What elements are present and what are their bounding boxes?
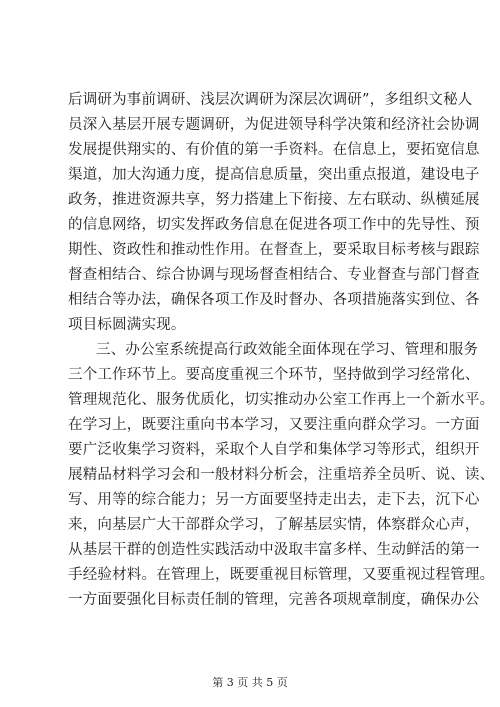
text-line: 的信息网络，切实发挥政务信息在促进各项工作中的先导性、预 — [68, 217, 480, 233]
text-line: 手经验材料。在管理上，既要重视目标管理，又要重视过程管理。 — [68, 567, 495, 583]
body-text — [68, 88, 495, 613]
text-line: 后调研为事前调研、浅层次调研为深层次调研”，多组织文秘人 — [68, 92, 473, 108]
text-line: 期性、资政性和推动性作用。在督查上，要采取目标考核与跟踪 — [68, 242, 480, 258]
page-number-footer: 第 3 页 共 5 页 — [212, 676, 288, 689]
paragraph-2 — [68, 338, 479, 363]
text-line: 写、用等的综合能力；另一方面要坚持走出去，走下去，沉下心 — [68, 492, 480, 508]
text-line: 展精品材料学习会和一般材料分析会，注重培养全员听、说、读、 — [68, 467, 495, 483]
text-line: 督查相结合、综合协调与现场督查相结合、专业督查与部门督查 — [68, 267, 480, 283]
text-line: 要广泛收集学习资料，采取个人自学和集体学习等形式，组织开 — [68, 442, 480, 458]
text-line: 发展提供翔实的、有价值的第一手资料。在信息上，要拓宽信息 — [68, 142, 480, 158]
text-line: 三、办公室系统提高行政效能全面体现在学习、管理和服务 — [96, 342, 479, 358]
text-line: 渠道，加大沟通力度，提高信息质量，突出重点报道，建设电子 — [68, 167, 480, 183]
text-line: 在学习上，既要注重向书本学习，又要注重向群众学习。一方面 — [68, 417, 480, 433]
text-line: 一方面要强化目标责任制的管理，完善各项规章制度，确保办公 — [68, 592, 480, 608]
text-line: 管理规范化、服务优质化，切实推动办公室工作再上一个新水平。 — [68, 392, 495, 408]
paragraph-2-continued — [68, 363, 495, 613]
text-line: 员深入基层开展专题调研，为促进领导科学决策和经济社会协调 — [68, 117, 480, 133]
text-line: 来，向基层广大干部群众学习，了解基层实情，体察群众心声， — [68, 517, 480, 533]
paragraph-1 — [68, 88, 480, 338]
text-line: 政务，推进资源共享，努力搭建上下衔接、左右联动、纵横延展 — [68, 192, 480, 208]
text-line: 从基层干群的创造性实践活动中汲取丰富多样、生动鲜活的第一 — [68, 542, 480, 558]
text-line: 项目标圆满实现。 — [68, 317, 186, 333]
text-line: 三个工作环节上。要高度重视三个环节，坚持做到学习经常化、 — [68, 367, 480, 383]
text-line: 相结合等办法，确保各项工作及时督办、各项措施落实到位、各 — [68, 292, 480, 308]
